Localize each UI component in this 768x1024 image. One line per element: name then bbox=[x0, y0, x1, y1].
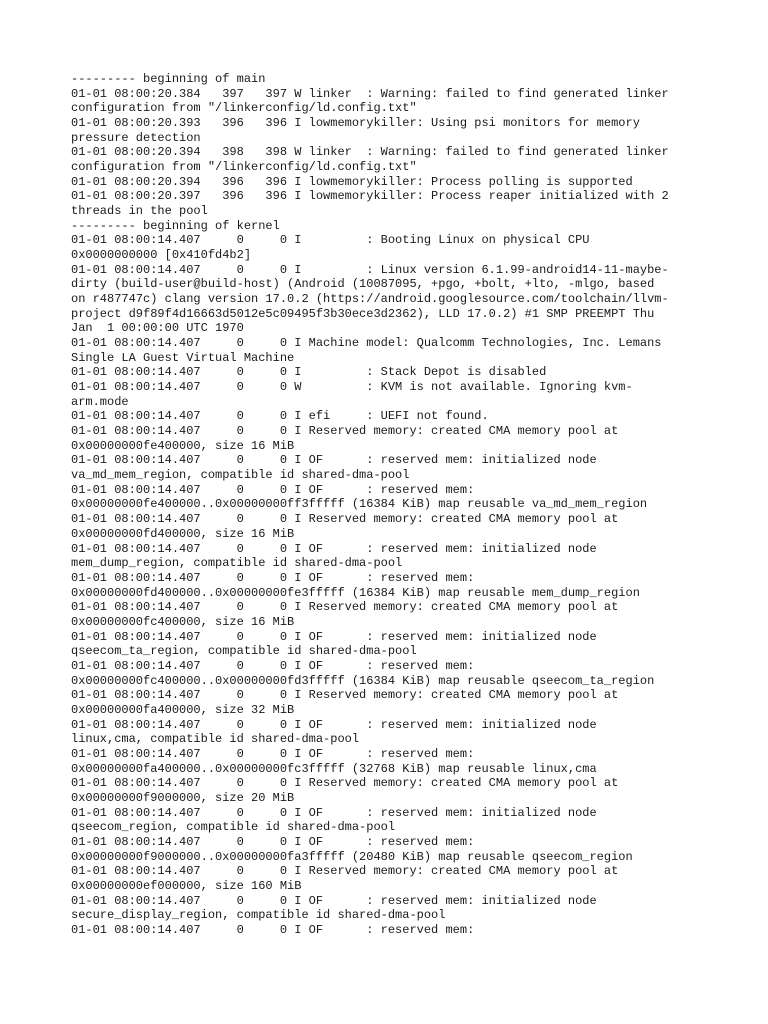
log-line: 0x00000000fd400000..0x00000000fe3fffff (16384 KiB) map reusable mem_dump_region bbox=[71, 585, 640, 600]
log-line: project d9f89f4d16663d5012e5c09495f3b30ece3d2362), LLD 17.0.2) #1 SMP PREEMPT Thu bbox=[71, 306, 655, 321]
log-line: 01-01 08:00:14.407 0 0 I OF : reserved mem: initialized node bbox=[71, 893, 597, 908]
log-line: 01-01 08:00:14.407 0 0 I OF : reserved mem: initialized node bbox=[71, 629, 597, 644]
log-line: 01-01 08:00:14.407 0 0 I OF : reserved mem: bbox=[71, 658, 475, 673]
log-line: 0x0000000000 [0x410fd4b2] bbox=[71, 248, 252, 263]
log-line: 01-01 08:00:14.407 0 0 W : KVM is not available. Ignoring kvm- bbox=[71, 380, 633, 395]
log-line: pressure detection bbox=[71, 130, 201, 145]
log-line: 01-01 08:00:20.384 397 397 W linker : Warning: failed to find generated linker bbox=[71, 86, 669, 101]
log-line: linux,cma, compatible id shared-dma-pool bbox=[71, 732, 360, 747]
log-line: 01-01 08:00:14.407 0 0 I OF : reserved mem: initialized node bbox=[71, 717, 597, 732]
log-line: 01-01 08:00:14.407 0 0 I OF : reserved mem: bbox=[71, 834, 475, 849]
log-line: va_md_mem_region, compatible id shared-dma-pool bbox=[71, 468, 410, 483]
log-line: arm.mode bbox=[71, 394, 129, 409]
log-line: secure_display_region, compatible id shared-dma-pool bbox=[71, 908, 446, 923]
log-line: 01-01 08:00:14.407 0 0 I : Booting Linux on physical CPU bbox=[71, 233, 590, 248]
log-line: qseecom_region, compatible id shared-dma-pool bbox=[71, 820, 396, 835]
log-line: 0x00000000fd400000, size 16 MiB bbox=[71, 526, 295, 541]
log-line: configuration from "/linkerconfig/ld.config.txt" bbox=[71, 160, 417, 175]
log-line: 0x00000000fc400000, size 16 MiB bbox=[71, 614, 295, 629]
log-line: 01-01 08:00:14.407 0 0 I OF : reserved mem: bbox=[71, 746, 475, 761]
log-line: 0x00000000fa400000, size 32 MiB bbox=[71, 702, 295, 717]
log-line: threads in the pool bbox=[71, 204, 208, 219]
log-line: configuration from "/linkerconfig/ld.config.txt" bbox=[71, 101, 417, 116]
log-line: 01-01 08:00:14.407 0 0 I OF : reserved mem: bbox=[71, 922, 475, 937]
log-line: 01-01 08:00:14.407 0 0 I Reserved memory: created CMA memory pool at bbox=[71, 512, 619, 527]
log-line: 0x00000000f9000000, size 20 MiB bbox=[71, 790, 295, 805]
log-line: dirty (build-user@build-host) (Android (10087095, +pgo, +bolt, +lto, -mlgo, based bbox=[71, 277, 655, 292]
log-line: 0x00000000fe400000, size 16 MiB bbox=[71, 438, 295, 453]
log-line: --------- beginning of main bbox=[71, 72, 266, 86]
log-line: 01-01 08:00:14.407 0 0 I Reserved memory: created CMA memory pool at bbox=[71, 776, 619, 791]
log-line: 01-01 08:00:14.407 0 0 I OF : reserved mem: initialized node bbox=[71, 453, 597, 468]
log-line: on r487747c) clang version 17.0.2 (https://android.googlesource.com/toolchain/llvm- bbox=[71, 292, 669, 307]
log-line: 01-01 08:00:14.407 0 0 I OF : reserved mem: initialized node bbox=[71, 805, 597, 820]
log-line: 0x00000000fe400000..0x00000000ff3fffff (16384 KiB) map reusable va_md_mem_region bbox=[71, 497, 648, 512]
log-line: Single LA Guest Virtual Machine bbox=[71, 350, 295, 365]
log-line: 01-01 08:00:14.407 0 0 I efi : UEFI not found. bbox=[71, 409, 489, 424]
log-line: 01-01 08:00:20.394 398 398 W linker : Warning: failed to find generated linker bbox=[71, 145, 669, 160]
log-line: 01-01 08:00:14.407 0 0 I : Stack Depot is disabled bbox=[71, 365, 547, 380]
log-line: 0x00000000f9000000..0x00000000fa3fffff (20480 KiB) map reusable qseecom_region bbox=[71, 849, 633, 864]
log-line: mem_dump_region, compatible id shared-dma-pool bbox=[71, 556, 403, 571]
log-line: 01-01 08:00:14.407 0 0 I Machine model: Qualcomm Technologies, Inc. Lemans bbox=[71, 336, 662, 351]
log-line: 01-01 08:00:20.397 396 396 I lowmemorykiller: Process reaper initialized with 2 bbox=[71, 189, 669, 204]
log-line: 01-01 08:00:14.407 0 0 I OF : reserved mem: initialized node bbox=[71, 541, 597, 556]
log-line: 01-01 08:00:20.394 396 396 I lowmemorykiller: Process polling is supported bbox=[71, 174, 633, 189]
log-line: Jan 1 00:00:00 UTC 1970 bbox=[71, 321, 244, 336]
log-line: 0x00000000fa400000..0x00000000fc3fffff (32768 KiB) map reusable linux,cma bbox=[71, 761, 597, 776]
log-line: 0x00000000ef000000, size 160 MiB bbox=[71, 878, 302, 893]
log-line: 01-01 08:00:14.407 0 0 I OF : reserved mem: bbox=[71, 570, 475, 585]
log-line: 01-01 08:00:14.407 0 0 I Reserved memory: created CMA memory pool at bbox=[71, 600, 619, 615]
log-line: 01-01 08:00:14.407 0 0 I Reserved memory: created CMA memory pool at bbox=[71, 864, 619, 879]
log-line: 01-01 08:00:14.407 0 0 I OF : reserved mem: bbox=[71, 482, 475, 497]
log-line: 01-01 08:00:14.407 0 0 I : Linux version 6.1.99-android14-11-maybe- bbox=[71, 262, 669, 277]
log-line: --------- beginning of kernel bbox=[71, 218, 280, 233]
log-line: qseecom_ta_region, compatible id shared-dma-pool bbox=[71, 644, 417, 659]
log-line: 01-01 08:00:20.393 396 396 I lowmemorykiller: Using psi monitors for memory bbox=[71, 116, 640, 131]
log-line: 01-01 08:00:14.407 0 0 I Reserved memory: created CMA memory pool at bbox=[71, 688, 619, 703]
log-line: 0x00000000fc400000..0x00000000fd3fffff (16384 KiB) map reusable qseecom_ta_region bbox=[71, 673, 655, 688]
log-document bbox=[71, 72, 711, 938]
log-line: 01-01 08:00:14.407 0 0 I Reserved memory: created CMA memory pool at bbox=[71, 424, 619, 439]
